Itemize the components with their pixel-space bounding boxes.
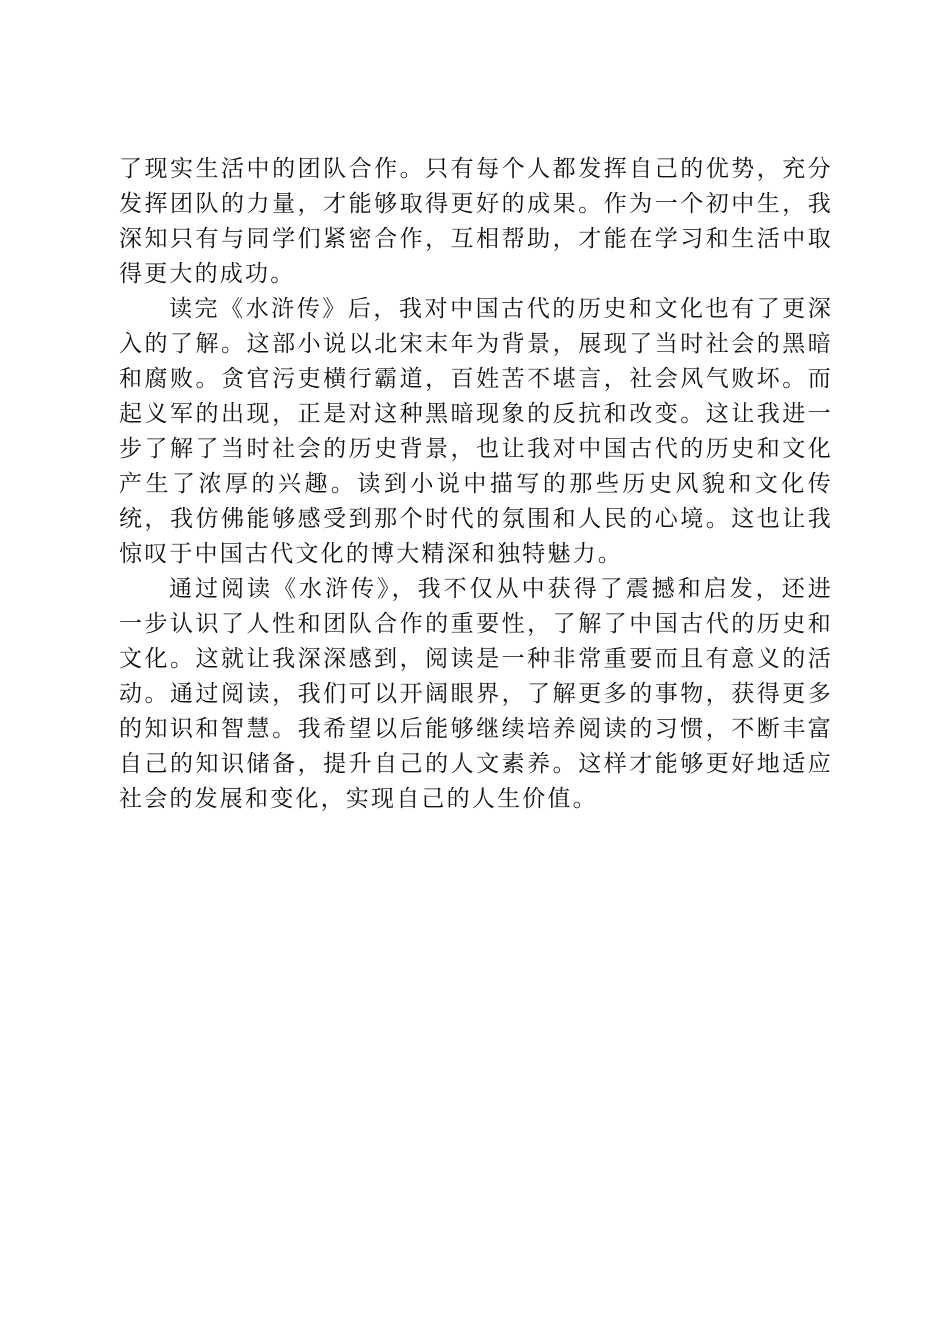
paragraph-history-culture: 读完《水浒传》后，我对中国古代的历史和文化也有了更深入的了解。这部小说以北宋末年为背景，展现了当时社会的黑暗和腐败。贪官污吏横行霸道，百姓苦不堪言，社会风气败坏。而起义军的出现，正是对这种黑暗现象的反抗和改变。这让我进一步了解了当时社会的历史背景，也让我对中国古代的历史和文化产生了浓厚的兴趣。读到小说中描写的那些历史风貌和文化传统，我仿佛能够感受到那个时代的氛围和人民的心境。这也让我惊叹于中国古代文化的博大精深和独特魅力。 bbox=[119, 296, 833, 567]
paragraph-continuation: 了现实生活中的团队合作。只有每个人都发挥自己的优势，充分发挥团队的力量，才能够取得更好的成果。作为一个初中生，我深知只有与同学们紧密合作，互相帮助，才能在学习和生活中取得更大的成功。 bbox=[119, 156, 833, 287]
document-body bbox=[119, 152, 833, 817]
paragraph-conclusion: 通过阅读《水浒传》，我不仅从中获得了震撼和启发，还进一步认识了人性和团队合作的重要性，了解了中国古代的历史和文化。这就让我深深感到，阅读是一种非常重要而且有意义的活动。通过阅读，我们可以开阔眼界，了解更多的事物，获得更多的知识和智慧。我希望以后能够继续培养阅读的习惯，不断丰富自己的知识储备，提升自己的人文素养。这样才能够更好地适应社会的发展和变化，实现自己的人生价值。 bbox=[119, 576, 833, 812]
